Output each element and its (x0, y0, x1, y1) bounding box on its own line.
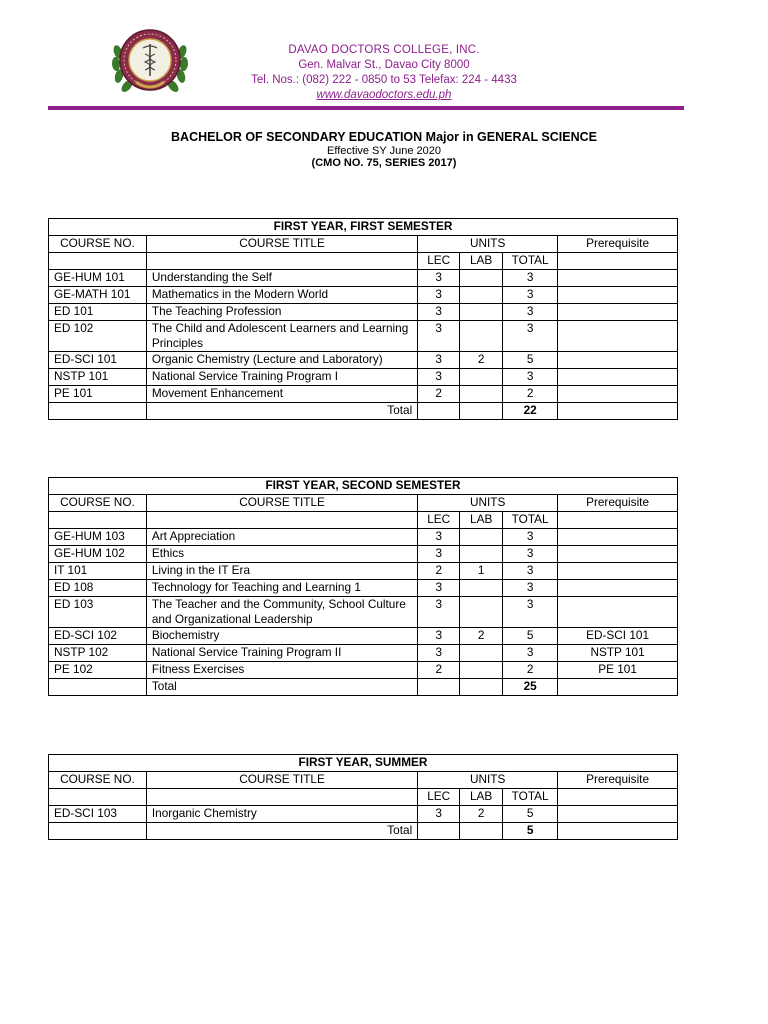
course-number: NSTP 102 (49, 645, 147, 662)
course-title: The Child and Adolescent Learners and Learning Principles (146, 321, 417, 352)
course-title: Mathematics in the Modern World (146, 287, 417, 304)
lec-units: 3 (418, 580, 460, 597)
col-units: UNITS (418, 772, 558, 789)
course-title: Organic Chemistry (Lecture and Laboratory) (146, 352, 417, 369)
total-units: 2 (503, 386, 558, 403)
prerequisite: NSTP 101 (558, 645, 678, 662)
col-prerequisite: Prerequisite (558, 772, 678, 789)
lec-units: 3 (418, 546, 460, 563)
prerequisite (558, 580, 678, 597)
total-units: 3 (503, 287, 558, 304)
course-row (49, 270, 678, 287)
prerequisite (558, 546, 678, 563)
col-total: TOTAL (503, 789, 558, 806)
prerequisite (558, 529, 678, 546)
col-course-title: COURSE TITLE (146, 236, 417, 253)
course-title: National Service Training Program I (146, 369, 417, 386)
course-number: ED 102 (49, 321, 147, 352)
college-name: DAVAO DOCTORS COLLEGE, INC. (288, 44, 480, 56)
prerequisite (558, 304, 678, 321)
course-number: ED 103 (49, 597, 147, 628)
course-title: The Teacher and the Community, School Culture and Organizational Leadership (146, 597, 417, 628)
course-row (49, 369, 678, 386)
course-row (49, 563, 678, 580)
lab-units: 2 (460, 628, 503, 645)
course-title: Movement Enhancement (146, 386, 417, 403)
course-number: NSTP 101 (49, 369, 147, 386)
prerequisite (558, 270, 678, 287)
lab-units (460, 386, 503, 403)
course-row (49, 287, 678, 304)
college-website-link[interactable]: www.davaodoctors.edu.ph (316, 89, 452, 101)
total-units: 5 (503, 806, 558, 823)
total-units: 5 (503, 352, 558, 369)
course-number: PE 101 (49, 386, 147, 403)
course-row (49, 352, 678, 369)
course-number: ED-SCI 102 (49, 628, 147, 645)
total-units: 3 (503, 529, 558, 546)
total-units: 3 (503, 597, 558, 628)
total-units: 25 (503, 679, 558, 696)
course-number: GE-HUM 103 (49, 529, 147, 546)
total-units: 2 (503, 662, 558, 679)
total-units: 3 (503, 580, 558, 597)
course-number: ED 101 (49, 304, 147, 321)
first-semester-table (48, 218, 678, 420)
course-title: Living in the IT Era (146, 563, 417, 580)
col-units: UNITS (418, 495, 558, 512)
lec-units: 3 (418, 304, 460, 321)
total-units: 3 (503, 321, 558, 352)
course-number: ED 108 (49, 580, 147, 597)
lec-units: 3 (418, 369, 460, 386)
lec-units: 3 (418, 321, 460, 352)
lab-units (460, 369, 503, 386)
col-lec: LEC (418, 512, 460, 529)
col-course-no: COURSE NO. (49, 236, 147, 253)
college-phone: Tel. Nos.: (082) 222 - 0850 to 53 Telefax: 224 - 4433 (251, 74, 517, 86)
course-row (49, 304, 678, 321)
course-row (49, 386, 678, 403)
cmo-reference: (CMO NO. 75, SERIES 2017) (311, 157, 457, 169)
course-row (49, 321, 678, 352)
prerequisite (558, 597, 678, 628)
total-units: 3 (503, 369, 558, 386)
lec-units: 3 (418, 270, 460, 287)
college-info (230, 43, 538, 103)
summer-table (48, 754, 678, 840)
lab-units: 2 (460, 352, 503, 369)
lec-units: 2 (418, 563, 460, 580)
semester-heading: FIRST YEAR, SUMMER (49, 755, 678, 772)
col-course-title: COURSE TITLE (146, 772, 417, 789)
course-number: ED-SCI 101 (49, 352, 147, 369)
course-number: GE-MATH 101 (49, 287, 147, 304)
course-title: Ethics (146, 546, 417, 563)
course-row (49, 529, 678, 546)
total-units: 3 (503, 645, 558, 662)
course-row (49, 662, 678, 679)
col-lab: LAB (460, 789, 503, 806)
course-title: Understanding the Self (146, 270, 417, 287)
col-prerequisite: Prerequisite (558, 236, 678, 253)
second-semester-table (48, 477, 678, 696)
col-lec: LEC (418, 789, 460, 806)
prerequisite (558, 386, 678, 403)
total-units: 3 (503, 563, 558, 580)
course-title: Inorganic Chemistry (146, 806, 417, 823)
lab-units (460, 645, 503, 662)
total-units: 22 (503, 403, 558, 420)
effective-date: Effective SY June 2020 (327, 145, 441, 157)
prerequisite (558, 321, 678, 352)
total-units: 3 (503, 304, 558, 321)
prerequisite (558, 369, 678, 386)
col-course-no: COURSE NO. (49, 772, 147, 789)
lab-units (460, 287, 503, 304)
lab-units (460, 662, 503, 679)
lab-units: 1 (460, 563, 503, 580)
total-units: 3 (503, 270, 558, 287)
course-title: National Service Training Program II (146, 645, 417, 662)
course-number: ED-SCI 103 (49, 806, 147, 823)
col-units: UNITS (418, 236, 558, 253)
lec-units: 3 (418, 287, 460, 304)
lec-units: 3 (418, 529, 460, 546)
col-total: TOTAL (503, 512, 558, 529)
course-row (49, 597, 678, 628)
course-title: Fitness Exercises (146, 662, 417, 679)
course-title: Art Appreciation (146, 529, 417, 546)
course-row (49, 645, 678, 662)
total-units: 3 (503, 546, 558, 563)
course-row (49, 806, 678, 823)
course-number: GE-HUM 101 (49, 270, 147, 287)
total-units: 5 (503, 628, 558, 645)
col-total: TOTAL (503, 253, 558, 270)
lec-units: 3 (418, 628, 460, 645)
col-lab: LAB (460, 512, 503, 529)
prerequisite (558, 806, 678, 823)
course-title: Technology for Teaching and Learning 1 (146, 580, 417, 597)
header-divider (48, 106, 684, 110)
col-course-no: COURSE NO. (49, 495, 147, 512)
col-course-title: COURSE TITLE (146, 495, 417, 512)
col-prerequisite: Prerequisite (558, 495, 678, 512)
lec-units: 3 (418, 352, 460, 369)
letterhead (0, 0, 768, 115)
lec-units: 2 (418, 662, 460, 679)
lab-units (460, 597, 503, 628)
total-units: 5 (503, 823, 558, 840)
prerequisite (558, 563, 678, 580)
course-row (49, 580, 678, 597)
course-row (49, 546, 678, 563)
lab-units (460, 321, 503, 352)
lab-units (460, 580, 503, 597)
lec-units: 3 (418, 597, 460, 628)
lab-units (460, 270, 503, 287)
course-number: PE 102 (49, 662, 147, 679)
course-number: GE-HUM 102 (49, 546, 147, 563)
lec-units: 3 (418, 806, 460, 823)
document-title (0, 130, 768, 169)
lec-units: 3 (418, 645, 460, 662)
lab-units (460, 529, 503, 546)
semester-heading: FIRST YEAR, SECOND SEMESTER (49, 478, 678, 495)
total-label: Total (146, 823, 417, 840)
lab-units: 2 (460, 806, 503, 823)
prerequisite: PE 101 (558, 662, 678, 679)
col-lec: LEC (418, 253, 460, 270)
course-row (49, 628, 678, 645)
prerequisite (558, 287, 678, 304)
program-title: BACHELOR OF SECONDARY EDUCATION Major in GENERAL SCIENCE (171, 130, 597, 144)
semester-heading: FIRST YEAR, FIRST SEMESTER (49, 219, 678, 236)
prerequisite (558, 352, 678, 369)
course-title: Biochemistry (146, 628, 417, 645)
lab-units (460, 304, 503, 321)
lec-units: 2 (418, 386, 460, 403)
course-title: The Teaching Profession (146, 304, 417, 321)
lab-units (460, 546, 503, 563)
course-number: IT 101 (49, 563, 147, 580)
total-label: Total (146, 403, 417, 420)
total-label: Total (146, 679, 417, 696)
col-lab: LAB (460, 253, 503, 270)
college-address: Gen. Malvar St., Davao City 8000 (298, 59, 470, 71)
college-seal-icon (110, 22, 190, 100)
prerequisite: ED-SCI 101 (558, 628, 678, 645)
